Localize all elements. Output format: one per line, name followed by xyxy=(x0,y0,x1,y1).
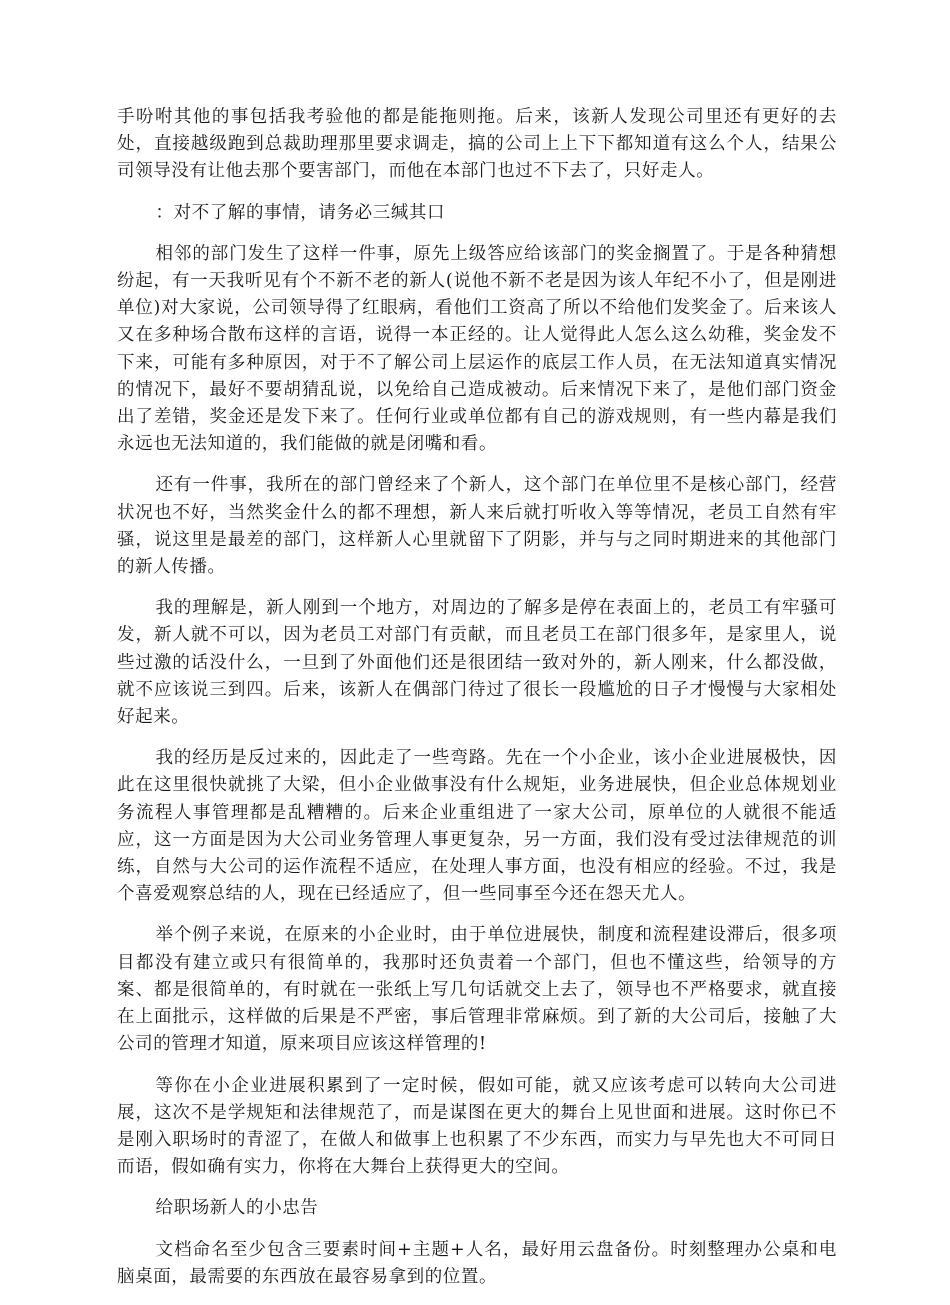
section-heading-advice: 给职场新人的小忠告 xyxy=(155,1198,319,1219)
paragraph-example: 举个例子来说，在原来的小企业时，由于单位进展快，制度和流程建设滞后，很多项目都没有建立或只有很简单的，我那时还负责着一个部门，但也不懂这些，给领导的方案、都是很简单的，有时就在一张纸上写几句话就交上去了，领导也不严格要求，就直接在上面批示，这样做的后果是不严密，事后管理非常麻烦。到了新的大公司后，接触了大公司的管理才知道，原来项目应该这样管理的! xyxy=(117,925,837,1055)
paragraph-file-naming-tip: 文档命名至少包含三要素时间+主题+人名，最好用云盘备份。时刻整理办公桌和电脑桌面，最需要的东西放在最容易拿到的位置。 xyxy=(117,1239,837,1287)
section-heading-silence: ：对不了解的事情，请务必三缄其口 xyxy=(155,202,446,223)
document-page xyxy=(117,104,837,1305)
paragraph-my-experience: 我的经历是反过来的，因此走了一些弯路。先在一个小企业，该小企业进展极快，因此在这里很快就挑了大梁，但小企业做事没有什么规矩，业务进展快，但企业总体规划业务流程人事管理都是乱糟糟的。后来企业重组进了一家大公司，原单位的人就很不能适应，这一方面是因为大公司业务管理人事更复杂，另一方面，我们没有受过法律规范的训练，自然与大公司的运作流程不适应，在处理人事方面，也没有相应的经验。不过，我是个喜爱观察总结的人，现在已经适应了，但一些同事至今还在怨天尤人。 xyxy=(117,748,837,905)
paragraph-bonus-rumor: 相邻的部门发生了这样一件事，原先上级答应给该部门的奖金搁置了。于是各种猜想纷起，有一天我听见有个不新不老的新人(说他不新不老是因为该人年纪不小了，但是刚进单位)对大家说，公司领导得了红眼病，看他们工资高了所以不给他们发奖金了。后来该人又在多种场合散布这样的言语，说得一本正经的。让人觉得此人怎么这么幼稚，奖金发不下来，可能有多种原因，对于不了解公司上层运作的底层工作人员，在无法知道真实情况的情况下，最好不要胡猜乱说，以免给自己造成被动。后来情况下来了，是他们部门资金出了差错，奖金还是发下来了。任何行业或单位都有自己的游戏规则，有一些内幕是我们永远也无法知道的，我们能做的就是闭嘴和看。 xyxy=(117,243,837,455)
paragraph-continuation: 手吩咐其他的事包括我考验他的都是能拖则拖。后来，该新人发现公司里还有更好的去处，直接越级跑到总裁助理那里要求调走，搞的公司上上下下都知道有这么个人，结果公司领导没有让他去那个要害部门，而他在本部门也过不下去了，只好走人。 xyxy=(117,107,837,182)
paragraph-my-understanding: 我的理解是，新人刚到一个地方，对周边的了解多是停在表面上的，老员工有牢骚可发，新人就不可以，因为老员工对部门有贡献，而且老员工在部门很多年，是家里人，说些过激的话没什么，一旦到了外面他们还是很团结一致对外的，新人刚来，什么都没做，就不应该说三到四。后来，该新人在偶部门待过了很长一段尴尬的日子才慢慢与大家相处好起来。 xyxy=(117,598,837,728)
paragraph-move-to-big-company: 等你在小企业进展积累到了一定时候，假如可能，就又应该考虑可以转向大公司进展，这次不是学规矩和法律规范了，而是谋图在更大的舞台上见世面和进展。这时你已不是刚入职场时的青涩了，在做人和做事上也积累了不少东西，而实力与早先也大不可同日而语，假如确有实力，你将在大舞台上获得更大的空间。 xyxy=(117,1075,837,1178)
paragraph-new-employee-complaints: 还有一件事，我所在的部门曾经来了个新人，这个部门在单位里不是核心部门，经营状况也不好，当然奖金什么的都不理想，新人来后就打听收入等等情况，老员工自然有牢骚，说这里是最差的部门，这样新人心里就留下了阴影，并与与之同时期进来的其他部门的新人传播。 xyxy=(117,475,837,578)
